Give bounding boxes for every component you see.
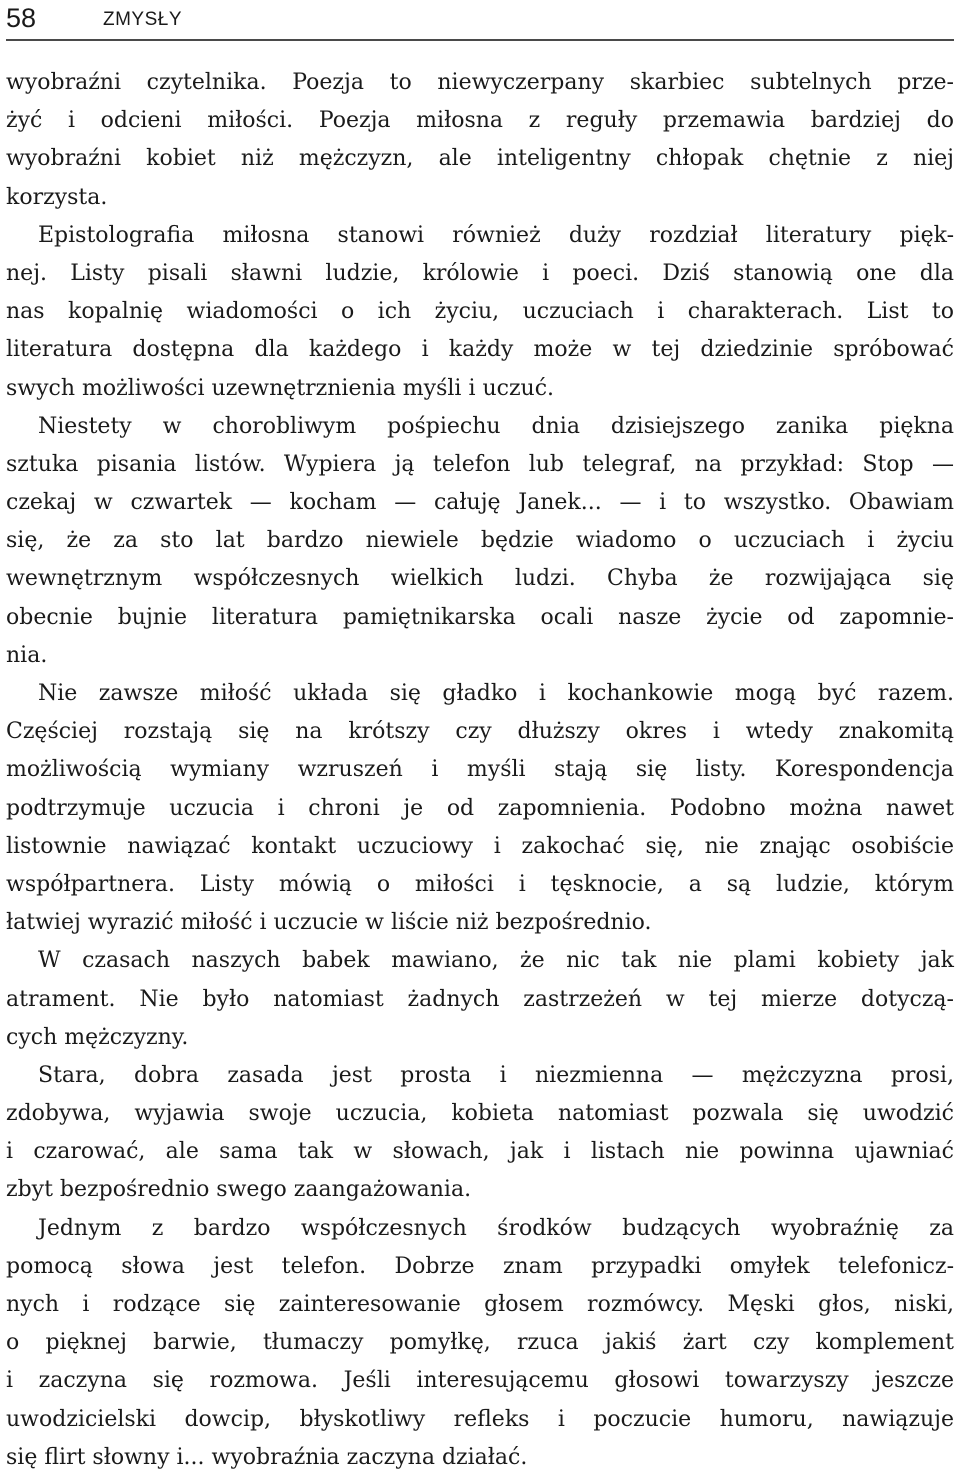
text-line: korzysta. bbox=[6, 184, 108, 210]
text-line: cych mężczyzny. bbox=[6, 1024, 189, 1050]
text-line: uwodzicielski dowcip, błyskotliwy refleks i poczucie humoru, nawiązuje bbox=[6, 1406, 954, 1432]
page-header bbox=[6, 0, 954, 40]
text-line: czekaj w czwartek — kocham — całuję Janek... — i to wszystko. Obawiam bbox=[6, 490, 954, 516]
running-title: ZMYSŁY bbox=[103, 9, 183, 30]
text-line: literatura dostępna dla każdego i każdy może w tej dziedzinie spróbować bbox=[6, 337, 954, 363]
text-line: nych i rodzące się zainteresowanie głosem rozmówcy. Męski głos, niski, bbox=[6, 1292, 954, 1317]
text-line: Nie zawsze miłość układa się gładko i kochankowie mogą być razem. bbox=[38, 681, 954, 706]
text-line: wyobraźni czytelnika. Poezja to niewyczerpany skarbiec subtelnych prze- bbox=[6, 70, 954, 95]
text-line: W czasach naszych babek mawiano, że nic tak nie plami kobiety jak bbox=[38, 948, 954, 974]
text-line: pomocą słowa jest telefon. Dobrze znam przypadki omyłek telefonicz- bbox=[6, 1253, 954, 1279]
text-line: się flirt słowny i... wyobraźnia zaczyna działać. bbox=[6, 1444, 528, 1470]
text-line: nej. Listy pisali sławni ludzie, królowie i poeci. Dziś stanowią one dla bbox=[6, 260, 954, 286]
text-line: nas kopalnię wiadomości o ich życiu, uczuciach i charakterach. List to bbox=[6, 299, 954, 325]
text-line: Jednym z bardzo współczesnych środków budzących wyobraźnię za bbox=[38, 1215, 954, 1241]
text-line: wyobraźni kobiet niż mężczyzn, ale inteligentny chłopak chętnie z niej bbox=[6, 146, 954, 172]
text-line: sztuka pisania listów. Wypiera ją telefon lub telegraf, na przykład: Stop — bbox=[6, 451, 954, 477]
text-line: się, że za sto lat bardzo niewiele będzie wiadomo o uczuciach i życiu bbox=[6, 528, 954, 554]
text-line: zdobywa, wyjawia swoje uczucia, kobieta natomiast pozwala się uwodzić bbox=[6, 1101, 954, 1127]
text-line: współpartnera. Listy mówią o miłości i tęsknocie, a są ludzie, którym bbox=[6, 871, 954, 897]
text-line: Epistolografia miłosna stanowi również duży rozdział literatury pięk- bbox=[38, 222, 954, 248]
page-number: 58 bbox=[6, 3, 37, 33]
text-line: żyć i odcieni miłości. Poezja miłosna z reguły przemawia bardziej do bbox=[6, 108, 954, 134]
text-line: podtrzymuje uczucia i chroni je od zapomnienia. Podobno można nawet bbox=[6, 795, 954, 821]
text-line: możliwością wymiany wzruszeń i myśli stają się listy. Korespondencja bbox=[6, 757, 954, 783]
text-line: o pięknej barwie, tłumaczy pomyłkę, rzuca jakiś żart czy komplement bbox=[6, 1330, 954, 1356]
text-line: swych możliwości uzewnętrznienia myśli i uczuć. bbox=[6, 375, 555, 401]
text-line: obecnie bujnie literatura pamiętnikarska ocali nasze życie od zapomnie- bbox=[6, 604, 954, 630]
text-line: Niestety w chorobliwym pośpiechu dnia dzisiejszego zanika piękna bbox=[38, 413, 954, 439]
text-line: łatwiej wyrazić miłość i uczucie w liście niż bezpośrednio. bbox=[6, 910, 652, 936]
text-line: atrament. Nie było natomiast żadnych zastrzeżeń w tej mierze dotyczą- bbox=[6, 986, 954, 1012]
text-line: Częściej rozstają się na krótszy czy dłuższy okres i wtedy znakomitą bbox=[6, 719, 954, 745]
body-text bbox=[6, 64, 954, 1477]
header-rule bbox=[6, 39, 954, 41]
text-line: i czarować, ale sama tak w słowach, jak i listach nie powinna ujawniać bbox=[6, 1139, 954, 1165]
text-line: listownie nawiązać kontakt uczuciowy i zakochać się, nie znając osobiście bbox=[6, 833, 954, 859]
book-page bbox=[6, 0, 954, 1476]
text-line: wewnętrznym współczesnych wielkich ludzi. Chyba że rozwijająca się bbox=[6, 566, 954, 592]
text-line: nia. bbox=[6, 642, 48, 668]
text-line: Stara, dobra zasada jest prosta i niezmienna — mężczyzna prosi, bbox=[38, 1062, 954, 1088]
text-line: i zaczyna się rozmowa. Jeśli interesującemu głosowi towarzyszy jeszcze bbox=[6, 1368, 954, 1394]
text-line: zbyt bezpośrednio swego zaangażowania. bbox=[6, 1177, 472, 1203]
